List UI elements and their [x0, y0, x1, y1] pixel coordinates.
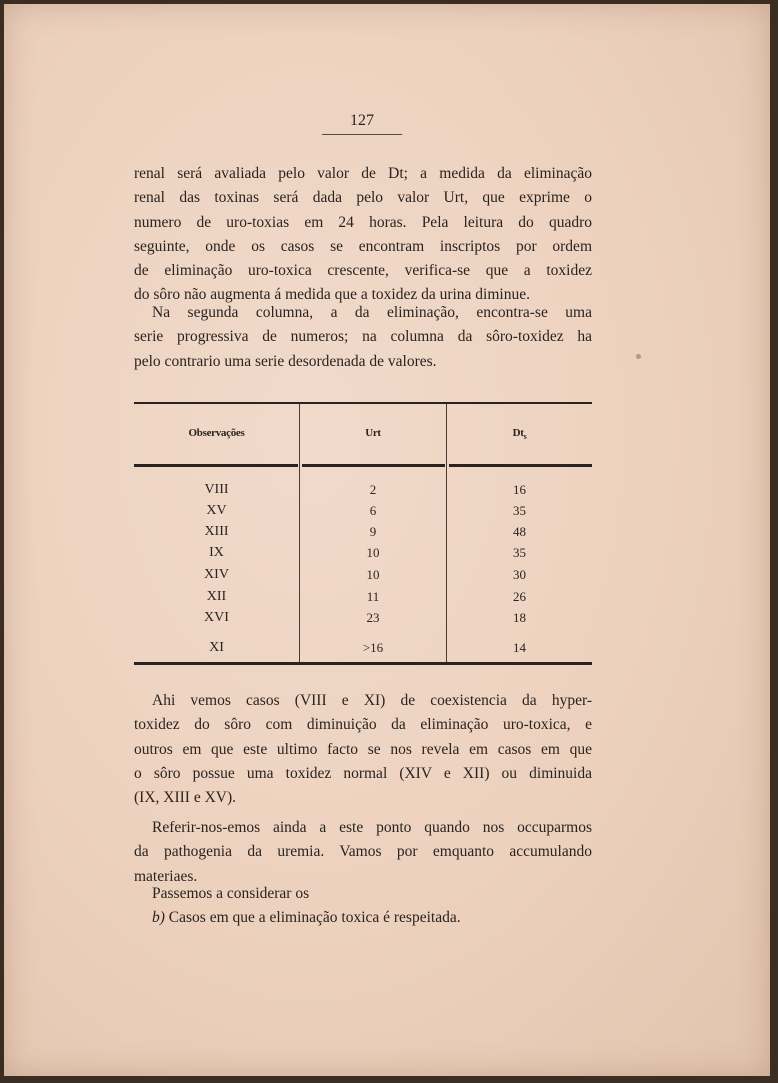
- cell-urt: 9: [369, 524, 377, 539]
- column-header-urt: Urt: [365, 427, 381, 439]
- cell-observacao: XII: [206, 589, 227, 604]
- text-line: do sôro não augmenta á medida que a toxidez da urina diminue.: [134, 286, 530, 304]
- text-line: renal das toxinas será dada pelo valor Urt, que exprime o: [134, 189, 592, 207]
- text-line: (IX, XIII e XV).: [134, 789, 236, 807]
- cell-observacao: XI: [209, 640, 224, 655]
- text-line: Ahi vemos casos (VIII e XI) de coexistencia da hyper-: [152, 692, 592, 709]
- cell-urt: 2: [369, 482, 377, 497]
- column-header-dt-label: Dt: [512, 427, 524, 439]
- cell-observacao: XVI: [204, 610, 229, 625]
- cell-dt: 26: [513, 589, 526, 604]
- text-line: serie progressiva de numeros; na columna da sôro-toxidez ha: [134, 328, 592, 346]
- cell-urt: 11: [366, 589, 380, 604]
- data-table: [134, 402, 592, 666]
- paragraph-5: [134, 882, 592, 906]
- text-line: pelo contrario uma serie desordenada de valores.: [134, 352, 437, 370]
- text-line: materiaes.: [134, 867, 198, 885]
- text-line: da pathogenia da uremia. Vamos por emquanto accumulando: [134, 843, 592, 861]
- paper-stain: [636, 354, 641, 359]
- cell-dt: 30: [513, 567, 526, 582]
- paragraph-2: [134, 301, 592, 374]
- cell-dt: 16: [513, 482, 526, 497]
- section-heading-text: Casos em que a eliminação toxica é respeitada.: [168, 909, 461, 926]
- column-header-dt: [447, 427, 592, 441]
- list-marker: b): [152, 909, 165, 926]
- cell-dt: 18: [513, 610, 526, 625]
- cell-dt: 35: [513, 545, 526, 560]
- table-bottom-rule: [134, 662, 592, 665]
- header-rule: [449, 464, 592, 467]
- page-number: 127: [350, 112, 374, 129]
- cell-urt: 6: [369, 503, 377, 518]
- paragraph-3: [134, 689, 592, 810]
- text-line: o sôro possue uma toxidez normal (XIV e XII) ou diminuida: [134, 764, 592, 782]
- table-top-rule: [134, 402, 592, 404]
- text-line: Passemos a considerar os: [152, 885, 310, 902]
- cell-observacao: XIV: [204, 567, 229, 582]
- cell-observacao: XIII: [204, 524, 229, 539]
- cell-urt: >16: [362, 640, 384, 655]
- header-rule: [302, 464, 445, 467]
- cell-dt: 48: [513, 524, 526, 539]
- text-line: de eliminação uro-toxica crescente, verifica-se que a toxidez: [134, 262, 592, 280]
- cell-urt: 10: [366, 545, 380, 560]
- cell-dt: 14: [513, 640, 526, 655]
- text-line: outros em que este ultimo facto se nos revela em casos em que: [134, 740, 592, 758]
- cell-urt: 10: [366, 567, 380, 582]
- header-rule: [134, 464, 298, 467]
- page-number-rule: [322, 134, 402, 135]
- text-line: renal será avaliada pelo valor de Dt; a medida da eliminação: [134, 165, 592, 182]
- paragraph-4: [134, 816, 592, 889]
- text-line: [134, 906, 592, 930]
- cell-observacao: VIII: [204, 482, 229, 497]
- cell-dt: 35: [513, 503, 526, 518]
- text-line: Na segunda columna, a da eliminação, encontra-se uma: [152, 304, 592, 321]
- text-line: seguinte, onde os casos se encontram inscriptos por ordem: [134, 237, 592, 255]
- column-header-observacoes: Observações: [188, 427, 245, 439]
- cell-observacao: XV: [206, 503, 227, 518]
- book-page: [4, 4, 770, 1076]
- text-line: toxidez do sôro com diminuição da eliminação uro-toxica, e: [134, 716, 592, 734]
- text-line: numero de uro-toxias em 24 horas. Pela leitura do quadro: [134, 213, 592, 231]
- paragraph-6: [134, 906, 592, 930]
- text-line: Referir-nos-emos ainda a este ponto quando nos occuparmos: [152, 819, 592, 836]
- cell-urt: 23: [366, 610, 380, 625]
- column-header-dt-subscript: s: [523, 432, 527, 442]
- cell-observacao: IX: [209, 545, 224, 560]
- paragraph-1: [134, 162, 592, 308]
